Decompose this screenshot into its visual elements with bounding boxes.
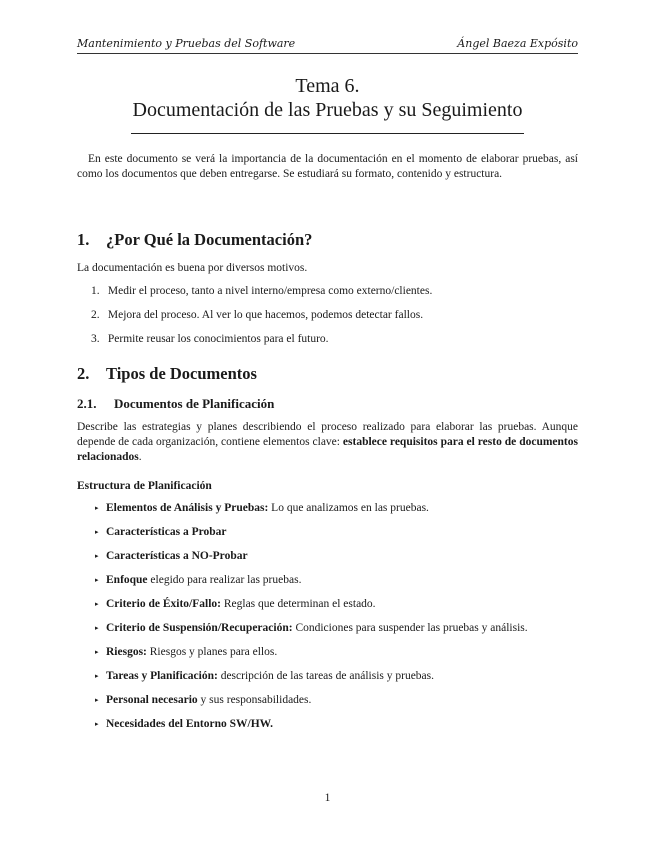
section-2-title: Tipos de Documentos [106, 364, 257, 383]
section-1-heading [77, 230, 312, 250]
list-item [91, 333, 578, 345]
bullet-description: Reglas que determinan el estado. [220, 598, 376, 610]
bullet-term: Tareas y Planificación: [106, 670, 218, 682]
bullet-term: Personal necesario [106, 694, 198, 706]
list-item-number: 2. [91, 309, 100, 321]
triangle-bullet-icon: ▸ [95, 696, 99, 704]
bullet-term: Necesidades del Entorno SW/HW. [106, 718, 273, 730]
list-item [91, 285, 578, 297]
bullet-term: Riesgos: [106, 646, 147, 658]
header-rule [77, 53, 578, 54]
bullet-description: y sus responsabilidades. [197, 694, 312, 706]
list-item [95, 646, 585, 658]
list-item [95, 670, 585, 682]
header-course-title: Mantenimiento y Pruebas del Software [77, 37, 296, 50]
section-1-number: 1. [77, 230, 90, 249]
abstract: En este documento se verá la importancia de la documentación en el momento de elaborar pruebas, así como los documentos que deben entregarse. Se estudiará su formato, contenido y estructura. [77, 153, 578, 180]
list-item [95, 574, 585, 586]
triangle-bullet-icon: ▸ [95, 672, 99, 680]
bullet-term: Características a Probar [106, 526, 227, 538]
page-number: 1 [324, 792, 331, 804]
title-rule [131, 133, 524, 134]
bullet-description: Lo que analizamos en las pruebas. [268, 502, 429, 514]
bullet-term: Elementos de Análisis y Pruebas: [106, 502, 269, 514]
triangle-bullet-icon: ▸ [95, 504, 99, 512]
section-1-title: ¿Por Qué la Documentación? [106, 230, 313, 249]
title-line-1: Tema 6. [295, 75, 360, 97]
list-item [95, 718, 585, 730]
triangle-bullet-icon: ▸ [95, 528, 99, 536]
header-author: Ángel Baeza Expósito [457, 37, 578, 50]
triangle-bullet-icon: ▸ [95, 600, 99, 608]
paragraph-end: . [138, 451, 142, 463]
list-item-text: Medir el proceso, tanto a nivel interno/empresa como externo/clientes. [107, 285, 433, 297]
list-item-text: Mejora del proceso. Al ver lo que hacemos, podemos detectar fallos. [107, 309, 424, 321]
subsection-2-1-heading [77, 396, 274, 412]
document-title [77, 74, 578, 122]
subsection-2-1-number: 2.1. [77, 396, 97, 411]
bullet-term: Características a NO-Probar [106, 550, 248, 562]
list-item [95, 622, 585, 634]
bullet-term: Enfoque [106, 574, 148, 586]
triangle-bullet-icon: ▸ [95, 648, 99, 656]
list-item [95, 502, 585, 514]
list-item [95, 694, 585, 706]
triangle-bullet-icon: ▸ [95, 552, 99, 560]
bullet-term: Criterio de Éxito/Fallo: [106, 598, 221, 610]
section-2-heading [77, 364, 257, 384]
bullet-description: Condiciones para suspender las pruebas y análisis. [292, 622, 528, 634]
section-1-intro: La documentación es buena por diversos motivos. [77, 262, 308, 274]
bullet-description: Riesgos y planes para ellos. [146, 646, 278, 658]
list-item [91, 309, 578, 321]
subsection-2-1-paragraph [77, 420, 578, 465]
paragraph-emphasis: establece requisitos para el resto de documentos relacionados [77, 436, 578, 463]
list-item [95, 526, 585, 538]
structure-heading: Estructura de Planificación [77, 480, 212, 492]
list-item-number: 1. [91, 285, 100, 297]
list-item [95, 598, 585, 610]
running-header [77, 37, 578, 50]
triangle-bullet-icon: ▸ [95, 720, 99, 728]
paragraph-text: Describe las estrategias y planes describiendo el proceso realizado para elaborar las pruebas. Aunque depende de cada organización, contiene elementos clave: [77, 421, 578, 448]
title-line-2: Documentación de las Pruebas y su Seguimiento [132, 99, 523, 121]
list-item-number: 3. [91, 333, 100, 345]
bullet-description: descripción de las tareas de análisis y pruebas. [217, 670, 434, 682]
subsection-2-1-title: Documentos de Planificación [114, 396, 275, 411]
section-2-number: 2. [77, 364, 90, 383]
list-item [95, 550, 585, 562]
triangle-bullet-icon: ▸ [95, 576, 99, 584]
bullet-term: Criterio de Suspensión/Recuperación: [106, 622, 293, 634]
list-item-text: Permite reusar los conocimientos para el futuro. [107, 333, 329, 345]
triangle-bullet-icon: ▸ [95, 624, 99, 632]
bullet-description: elegido para realizar las pruebas. [147, 574, 302, 586]
